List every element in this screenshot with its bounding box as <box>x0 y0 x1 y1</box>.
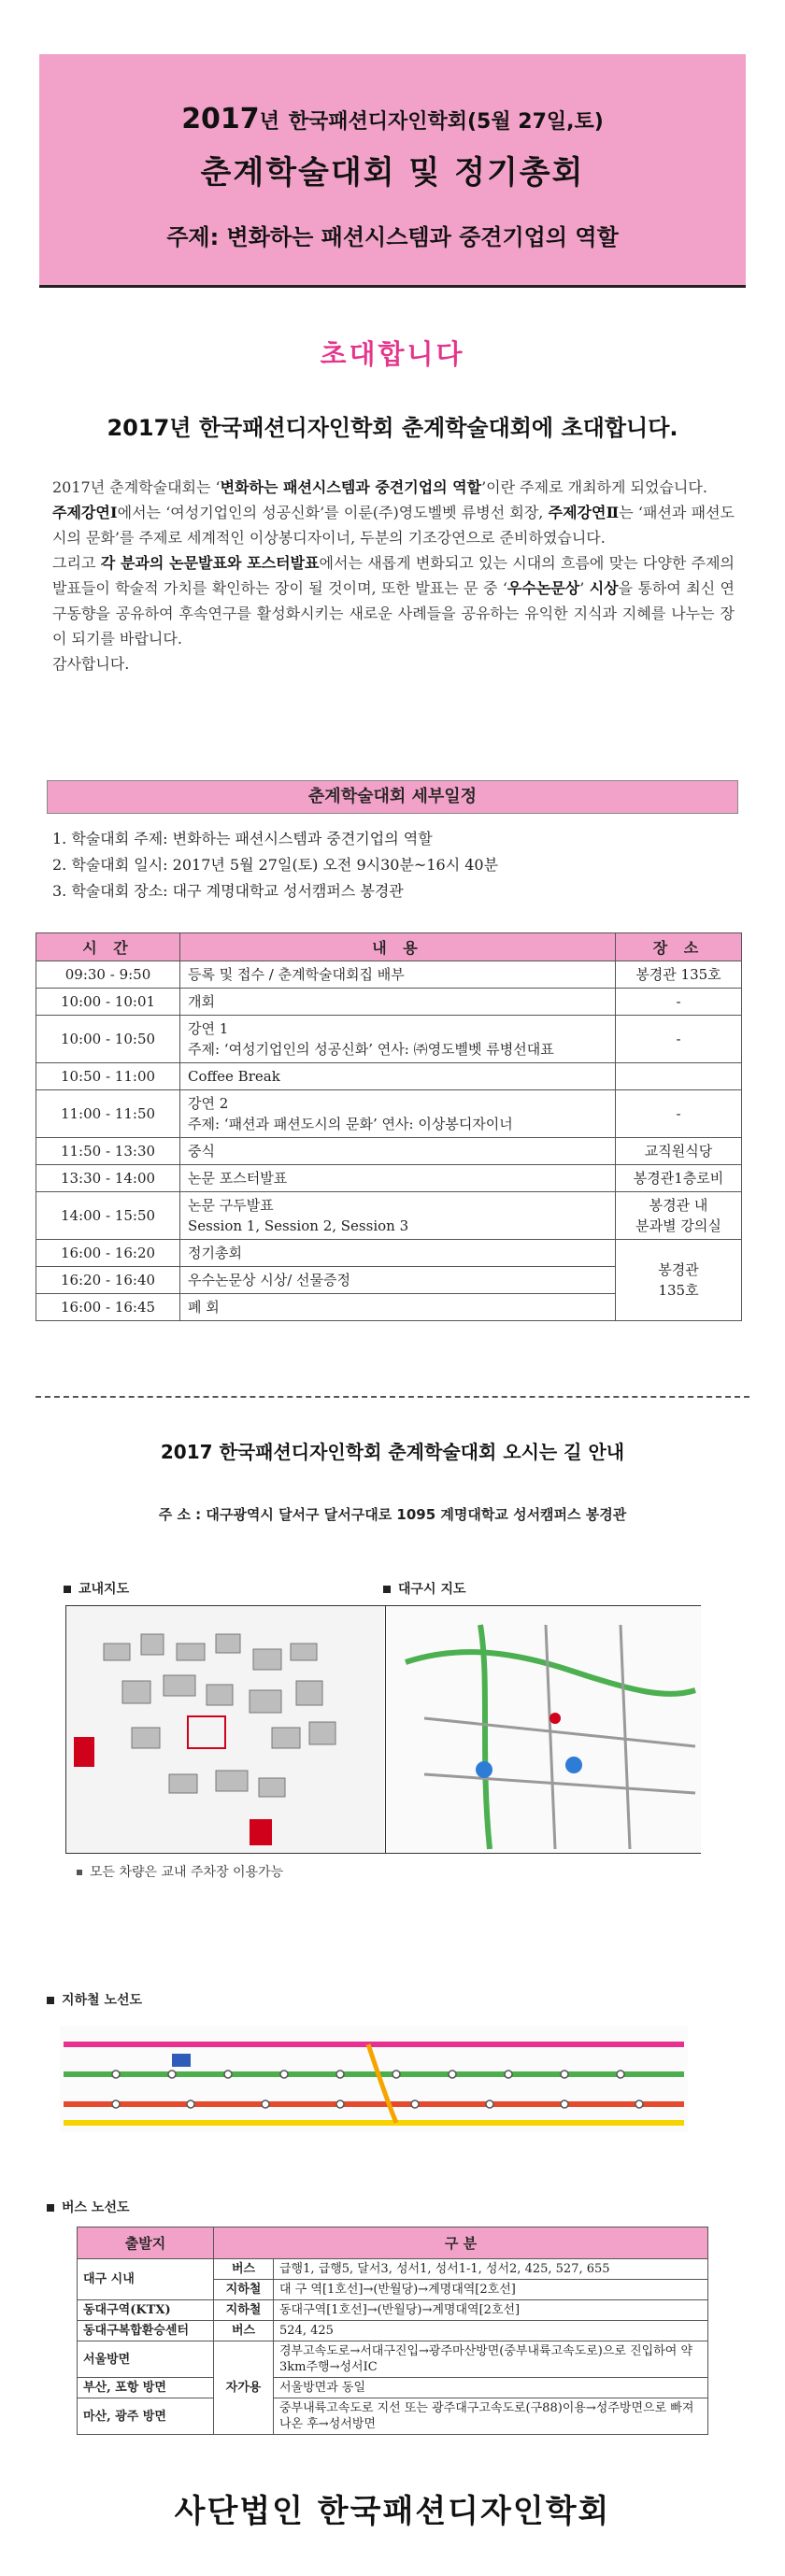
table-row <box>78 2398 708 2435</box>
table-row <box>36 1090 742 1138</box>
bullet-icon <box>47 2204 54 2212</box>
event-info-list <box>52 826 498 904</box>
col-origin: 출발지 <box>78 2227 214 2259</box>
row-content: 논문 포스터발표 <box>180 1165 616 1192</box>
intro-emphasis: 주제강연Ⅰ <box>52 504 118 521</box>
lecture-detail: 주제: ‘패션과 패션도시의 문화’ 연사: 이상봉디자이너 <box>188 1116 513 1132</box>
row-content: 등록 및 접수 / 춘계학술대회집 배부 <box>180 961 616 989</box>
schedule-table <box>36 932 742 1321</box>
table-row <box>36 1165 742 1192</box>
place-line: 봉경관 내 <box>649 1197 708 1214</box>
row-time: 09:30 - 9:50 <box>36 961 180 989</box>
table-row <box>78 2378 708 2398</box>
table-row <box>36 1240 742 1267</box>
row-content <box>180 1016 616 1063</box>
row-content: 우수논문상 시상/ 선물증정 <box>180 1267 616 1294</box>
info-date: 2. 학술대회 일시: 2017년 5월 27일(토) 오전 9시30분~16시 40분 <box>52 856 499 874</box>
origin-complex: 동대구복합환승센터 <box>78 2321 214 2341</box>
directions-title: 2017 한국패션디자인학회 춘계학술대회 오시는 길 안내 <box>160 1441 625 1463</box>
mode-subway: 지하철 <box>214 2300 274 2321</box>
route-subway: 대 구 역[1호선]→(반월당)→계명대역[2호선] <box>274 2280 708 2300</box>
header-theme: 주제: 변화하는 패션시스템과 중견기업의 역할 <box>166 224 619 250</box>
city-map-image <box>387 1606 701 1853</box>
col-time: 시 간 <box>36 933 180 961</box>
row-place <box>616 1063 742 1090</box>
directions-address: 주 소 : 대구광역시 달서구 달서구대로 1095 계명대학교 성서캠퍼스 봉경관 <box>158 1506 627 1523</box>
row-content: 정기총회 <box>180 1240 616 1267</box>
table-row <box>78 2321 708 2341</box>
presentation-sessions: Session 1, Session 2, Session 3 <box>188 1217 409 1234</box>
row-time: 16:00 - 16:45 <box>36 1294 180 1321</box>
intro-text-segment: ’이란 주제로 개최하게 되었습니다. <box>481 478 707 496</box>
header-date: (5월 27일,토) <box>466 110 604 134</box>
row-time: 10:00 - 10:01 <box>36 989 180 1016</box>
intro-paragraph-4: 감사합니다. <box>52 655 130 673</box>
row-time: 14:00 - 15:50 <box>36 1192 180 1240</box>
intro-text-segment: ’ <box>579 579 590 597</box>
row-place: 봉경관 135호 <box>616 961 742 989</box>
row-place: 교직원식당 <box>616 1138 742 1165</box>
route-busan: 서울방면과 동일 <box>274 2378 708 2398</box>
schedule-heading: 춘계학술대회 세부일정 <box>47 780 738 814</box>
table-row <box>78 2259 708 2280</box>
row-time: 13:30 - 14:00 <box>36 1165 180 1192</box>
bullet-icon <box>383 1586 391 1593</box>
intro-text-segment: 그리고 <box>52 554 101 572</box>
origin-ktx: 동대구역(KTX) <box>78 2300 214 2321</box>
row-place <box>616 1240 742 1321</box>
table-row <box>36 1016 742 1063</box>
intro-paragraph-3 <box>52 550 735 651</box>
place-line: 봉경관 <box>658 1261 699 1278</box>
row-content: 폐 회 <box>180 1294 616 1321</box>
route-ktx: 동대구역[1호선]→(반월당)→계명대역[2호선] <box>274 2300 708 2321</box>
table-row <box>36 989 742 1016</box>
city-map-label <box>383 1579 466 1598</box>
intro-text-segment: 을 통하여 최신 연구동향을 공유하여 후속연구를 활성화시키는 새로운 사례들을 공유하는 유익한 지식과 지혜를 나누는 장이 되기를 바랍니다. <box>52 579 735 648</box>
intro-paragraph-2 <box>52 500 735 550</box>
route-seoul: 경부고속도로→서대구진입→광주마산방면(중부내륙고속도로)으로 진입하여 약3km주행→성서IC <box>274 2341 708 2378</box>
row-place: 봉경관1층로비 <box>616 1165 742 1192</box>
origin-masan: 마산, 광주 방면 <box>78 2398 214 2435</box>
row-place: - <box>616 989 742 1016</box>
intro-emphasis: 변화하는 패션시스템과 중견기업의 역할 <box>220 478 482 496</box>
origin-seoul: 서울방면 <box>78 2341 214 2378</box>
row-content: 개회 <box>180 989 616 1016</box>
intro-text-segment: 에서는 ‘여성기업인의 성공신화’를 이룬(주)영도벨벳 류병선 회장, <box>117 504 549 521</box>
place-line: 분과별 강의실 <box>635 1217 721 1234</box>
presentation-title: 논문 구두발표 <box>188 1197 274 1214</box>
bullet-icon <box>77 1870 82 1875</box>
bus-label-text: 버스 노선도 <box>62 2200 130 2215</box>
route-complex: 524, 425 <box>274 2321 708 2341</box>
mode-subway: 지하철 <box>214 2280 274 2300</box>
invite-heading: 초대합니다 <box>320 338 465 370</box>
row-place: - <box>616 1090 742 1138</box>
table-row <box>36 1138 742 1165</box>
intro-text <box>52 475 735 676</box>
row-place <box>616 1192 742 1240</box>
origin-busan: 부산, 포항 방면 <box>78 2378 214 2398</box>
row-content: 중식 <box>180 1138 616 1165</box>
origin-daegu: 대구 시내 <box>78 2259 214 2300</box>
row-time: 10:50 - 11:00 <box>36 1063 180 1090</box>
bus-label <box>47 2198 130 2216</box>
table-row <box>36 961 742 989</box>
mode-car: 자가용 <box>214 2341 274 2435</box>
maps-container <box>65 1605 701 1854</box>
bullet-icon <box>47 1997 54 2004</box>
lecture-title: 강연 2 <box>188 1095 229 1112</box>
route-bus: 급행1, 급행5, 달서3, 성서1, 성서1-1, 성서2, 425, 527, 655 <box>274 2259 708 2280</box>
table-row <box>36 1192 742 1240</box>
row-time: 11:50 - 13:30 <box>36 1138 180 1165</box>
parking-note <box>77 1862 283 1881</box>
header-year-suffix: 년 <box>259 110 279 134</box>
bus-table <box>77 2227 708 2435</box>
place-line: 135호 <box>658 1282 699 1299</box>
intro-emphasis: 각 분과의 논문발표와 포스터발표 <box>100 554 320 572</box>
intro-text-segment: 2017년 춘계학술대회는 ‘ <box>52 478 221 496</box>
intro-emphasis: 시상 <box>589 579 619 597</box>
campus-map-label <box>64 1579 129 1598</box>
mode-bus: 버스 <box>214 2321 274 2341</box>
intro-emphasis: 주제강연Ⅱ <box>548 504 620 521</box>
row-place: - <box>616 1016 742 1063</box>
map-divider <box>385 1606 386 1853</box>
subway-label-text: 지하철 노선도 <box>62 1993 143 2008</box>
row-time: 16:00 - 16:20 <box>36 1240 180 1267</box>
row-content <box>180 1192 616 1240</box>
section-divider <box>36 1396 749 1398</box>
row-content <box>180 1090 616 1138</box>
bus-header-row <box>78 2227 708 2259</box>
col-type: 구 분 <box>214 2227 708 2259</box>
header-society: 한국패션디자인학회 <box>288 110 467 134</box>
intro-paragraph-1 <box>52 475 735 500</box>
schedule-header-row <box>36 933 742 961</box>
table-row <box>36 1063 742 1090</box>
info-place: 3. 학술대회 장소: 대구 계명대학교 성서캠퍼스 봉경관 <box>52 882 404 900</box>
col-place: 장 소 <box>616 933 742 961</box>
lecture-title: 강연 1 <box>188 1020 229 1037</box>
subway-label <box>47 1990 142 2009</box>
intro-emphasis: 우수논문상 <box>507 579 580 597</box>
header-year-line <box>39 103 746 135</box>
lecture-detail: 주제: ‘여성기업인의 성공신화’ 연사: ㈜영도벨벳 류병선대표 <box>188 1041 554 1058</box>
mode-bus: 버스 <box>214 2259 274 2280</box>
campus-map-image <box>66 1606 384 1853</box>
bullet-icon <box>64 1586 71 1593</box>
row-content: Coffee Break <box>180 1063 616 1090</box>
campus-map-label-text: 교내지도 <box>78 1582 130 1597</box>
table-row <box>78 2300 708 2321</box>
header-title: 춘계학술대회 및 정기총회 <box>200 154 585 192</box>
intro-text-segment: 에서는 새롭게 변화되고 있는 시대의 흐름에 맞는 다양한 주제의 발표들이 학술적 가치를 확인하는 장이 될 것이며, 또한 발표는 문 중 ‘ <box>52 554 735 597</box>
header-year: 2017 <box>181 103 260 135</box>
info-topic: 1. 학술대회 주제: 변화하는 패션시스템과 중견기업의 역할 <box>52 830 433 847</box>
col-content: 내 용 <box>180 933 616 961</box>
parking-note-text: 모든 차량은 교내 주차장 이용가능 <box>90 1865 284 1880</box>
row-time: 16:20 - 16:40 <box>36 1267 180 1294</box>
footer-org-name: 사단법인 한국패션디자인학회 <box>174 2493 611 2530</box>
row-time: 10:00 - 10:50 <box>36 1016 180 1063</box>
intro-text-segment: 는 ‘패션과 패션도시의 문화’를 주제로 세계적인 이상봉디자이너, 두분의 기조강연으로 준비하였습니다. <box>52 504 735 547</box>
subway-map-image <box>60 2026 688 2132</box>
header-banner <box>39 54 746 288</box>
table-row <box>78 2341 708 2378</box>
city-map-label-text: 대구시 지도 <box>398 1582 466 1597</box>
route-masan: 중부내륙고속도로 지선 또는 광주대구고속도로(구88)이용→성주방면으로 빠져나온 후→성서방면 <box>274 2398 708 2435</box>
row-time: 11:00 - 11:50 <box>36 1090 180 1138</box>
intro-title: 2017년 한국패션디자인학회 춘계학술대회에 초대합니다. <box>107 415 678 441</box>
